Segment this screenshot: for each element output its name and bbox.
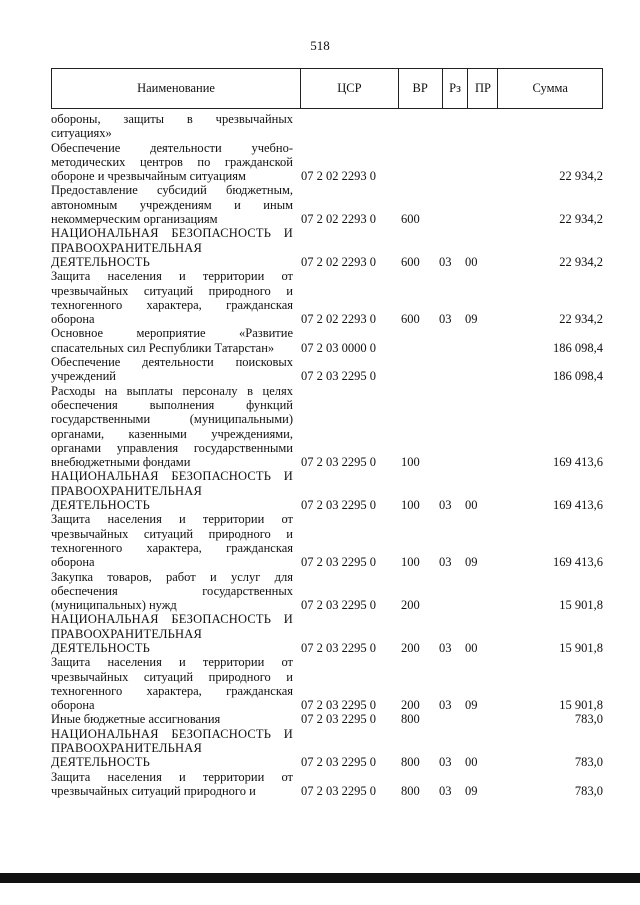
row-vr: 100: [401, 455, 420, 470]
row-sum: 169 413,6: [553, 498, 603, 513]
header-rz: Рз: [443, 69, 469, 108]
header-sum: Сумма: [532, 81, 568, 95]
row-sum: 22 934,2: [559, 312, 603, 327]
table-row: [51, 112, 603, 141]
row-name: НАЦИОНАЛЬНАЯ БЕЗОПАСНОСТЬ И ПРАВООХРАНИТЕЛЬНАЯ ДЕЯТЕЛЬНОСТЬ: [51, 612, 293, 655]
row-csr: 07 2 02 2293 0: [301, 312, 376, 327]
row-csr: 07 2 03 2295 0: [301, 598, 376, 613]
row-sum: 15 901,8: [559, 640, 603, 655]
row-csr: 07 2 03 2295 0: [301, 498, 376, 513]
row-csr: 07 2 03 2295 0: [301, 555, 376, 570]
row-pr: 00: [465, 755, 478, 770]
row-pr: 09: [465, 783, 478, 798]
row-rz: 03: [439, 254, 452, 269]
table-row: [51, 226, 603, 269]
row-vr: 800: [401, 712, 420, 727]
table-row: [51, 727, 603, 770]
row-csr: 07 2 03 2295 0: [301, 455, 376, 470]
row-name: Защита населения и территории от чрезвычайных ситуаций природного и техногенного характера, гражданская оборона: [51, 269, 293, 327]
scan-edge-bar: [0, 873, 640, 883]
row-rz: 03: [439, 755, 452, 770]
row-sum: 783,0: [574, 755, 603, 770]
page-number: 518: [310, 38, 330, 53]
table-row: [51, 512, 603, 569]
row-name: Закупка товаров, работ и услуг для обеспечения государственных (муниципальных) нужд: [51, 569, 293, 613]
row-vr: 200: [401, 698, 420, 713]
row-sum: 783,0: [574, 712, 603, 727]
row-name: Иные бюджетные ассигнования: [51, 712, 221, 727]
row-name: Основное мероприятие «Развитие спасательных сил Республики Татарстан»: [51, 326, 293, 355]
row-vr: 600: [401, 212, 420, 227]
row-vr: 100: [401, 498, 420, 513]
header-pr: ПР: [468, 69, 498, 108]
row-vr: 800: [401, 783, 420, 798]
row-name: Обеспечение деятельности учебно-методических центров по гражданской обороне и чрезвычайным ситуациям: [51, 140, 293, 184]
row-name: Защита населения и территории от чрезвычайных ситуаций природного и техногенного характера, гражданская оборона: [51, 655, 293, 713]
row-csr: 07 2 03 2295 0: [301, 698, 376, 713]
table-row: [51, 712, 603, 726]
row-rz: 03: [439, 640, 452, 655]
row-rz: 03: [439, 555, 452, 570]
row-vr: 200: [401, 598, 420, 613]
row-vr: 200: [401, 640, 420, 655]
table-row: [51, 355, 603, 384]
row-csr: 07 2 02 2293 0: [301, 212, 376, 227]
table-row: [51, 326, 603, 355]
row-name: обороны, защиты в чрезвычайных ситуациях»: [51, 112, 293, 141]
row-vr: 100: [401, 555, 420, 570]
row-csr: 07 2 03 2295 0: [301, 640, 376, 655]
table-row: [51, 570, 603, 613]
table-row: [51, 269, 603, 326]
row-rz: 03: [439, 312, 452, 327]
row-name: Предоставление субсидий бюджетным, автономным учреждениям и иным некоммерческим организациям: [51, 183, 293, 227]
table-row: [51, 770, 603, 799]
row-sum: 15 901,8: [559, 698, 603, 713]
table-row: [51, 384, 603, 470]
row-sum: 22 934,2: [559, 212, 603, 227]
header-csr: ЦСР: [301, 69, 399, 108]
row-sum: 169 413,6: [553, 555, 603, 570]
row-sum: 186 098,4: [553, 340, 603, 355]
row-name: Обеспечение деятельности поисковых учреждений: [51, 355, 293, 384]
row-vr: 600: [401, 312, 420, 327]
row-name: НАЦИОНАЛЬНАЯ БЕЗОПАСНОСТЬ И ПРАВООХРАНИТЕЛЬНАЯ ДЕЯТЕЛЬНОСТЬ: [51, 469, 293, 513]
row-name: Расходы на выплаты персоналу в целях обеспечения выполнения функций государственными (муниципальными) органами, казенными учреждениями, органами управления государственными внебюджетными фондами: [51, 383, 293, 470]
table-header: [51, 68, 603, 109]
row-sum: 169 413,6: [553, 455, 603, 470]
row-pr: 00: [465, 254, 478, 269]
row-pr: 09: [465, 555, 478, 570]
row-sum: 783,0: [574, 783, 603, 798]
row-csr: 07 2 03 2295 0: [301, 783, 376, 798]
table-row: [51, 183, 603, 226]
row-pr: 00: [465, 640, 478, 655]
row-name: НАЦИОНАЛЬНАЯ БЕЗОПАСНОСТЬ И ПРАВООХРАНИТЕЛЬНАЯ ДЕЯТЕЛЬНОСТЬ: [51, 726, 293, 770]
header-vr: ВР: [399, 69, 443, 108]
table-body: [51, 112, 603, 798]
row-pr: 00: [465, 498, 478, 513]
header-name: Наименование: [52, 69, 301, 108]
row-pr: 09: [465, 312, 478, 327]
table-row: [51, 469, 603, 512]
row-vr: 800: [401, 755, 420, 770]
table-row: [51, 141, 603, 184]
row-csr: 07 2 02 2293 0: [301, 254, 376, 269]
row-pr: 09: [465, 698, 478, 713]
row-csr: 07 2 03 0000 0: [301, 340, 376, 355]
row-sum: 22 934,2: [559, 254, 603, 269]
row-sum: 15 901,8: [559, 598, 603, 613]
row-rz: 03: [439, 498, 452, 513]
row-csr: 07 2 03 2295 0: [301, 712, 376, 727]
table-row: [51, 612, 603, 655]
row-rz: 03: [439, 698, 452, 713]
row-sum: 22 934,2: [559, 169, 603, 184]
row-sum: 186 098,4: [553, 369, 603, 384]
row-csr: 07 2 03 2295 0: [301, 369, 376, 384]
row-rz: 03: [439, 783, 452, 798]
row-vr: 600: [401, 254, 420, 269]
table-row: [51, 655, 603, 712]
row-name: Защита населения и территории от чрезвычайных ситуаций природного и: [51, 769, 293, 798]
row-name: Защита населения и территории от чрезвычайных ситуаций природного и техногенного характера, гражданская оборона: [51, 512, 293, 570]
row-csr: 07 2 03 2295 0: [301, 755, 376, 770]
row-name: НАЦИОНАЛЬНАЯ БЕЗОПАСНОСТЬ И ПРАВООХРАНИТЕЛЬНАЯ ДЕЯТЕЛЬНОСТЬ: [51, 226, 293, 269]
row-csr: 07 2 02 2293 0: [301, 169, 376, 184]
